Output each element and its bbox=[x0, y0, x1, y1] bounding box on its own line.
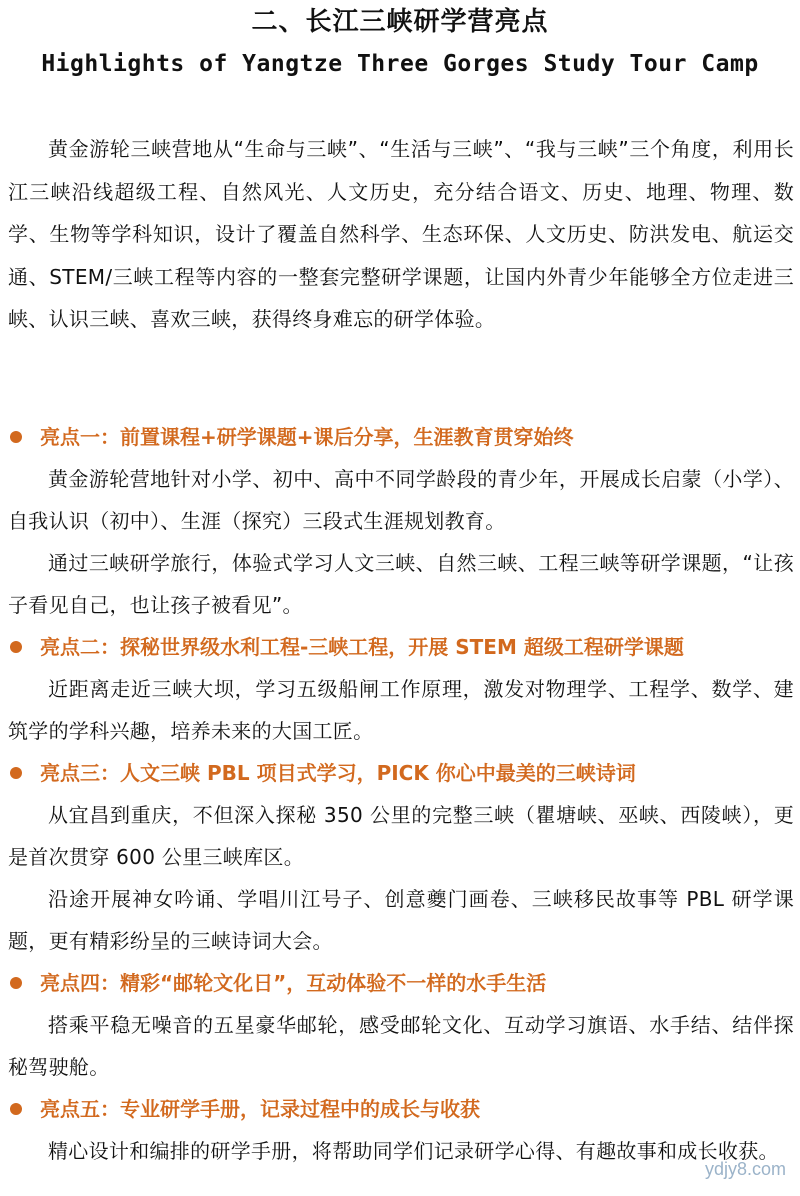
highlight-4-heading: 亮点四：精彩“邮轮文化日”，互动体验不一样的水手生活 bbox=[8, 962, 794, 1004]
highlight-5-heading: 亮点五：专业研学手册，记录过程中的成长与收获 bbox=[8, 1088, 794, 1130]
highlight-4-paragraph-1: 搭乘平稳无噪音的五星豪华邮轮，感受邮轮文化、互动学习旗语、水手结、结伴探秘驾驶舱。 bbox=[8, 1013, 794, 1079]
intro-paragraph: 黄金游轮三峡营地从“生命与三峡”、“生活与三峡”、“我与三峡”三个角度，利用长江三峡沿线超级工程、自然风光、人文历史，充分结合语文、历史、地理、物理、数学、生物等学科知识，设计了覆盖自然科学、生态环保、人文历史、防洪发电、航运交通、STEM/三峡工程等内容的一整套完整研学课题，让国内外青少年能够全方位走进三峡、认识三峡、喜欢三峡，获得终身难忘的研学体验。 bbox=[8, 137, 794, 332]
bullet-dot-icon bbox=[10, 641, 22, 653]
highlight-5-paragraph-1: 精心设计和编排的研学手册，将帮助同学们记录研学心得、有趣故事和成长收获。 bbox=[48, 1139, 779, 1163]
watermark: ydjy8.com bbox=[704, 1159, 786, 1179]
bullet-dot-icon bbox=[10, 767, 22, 779]
page-subtitle: Highlights of Yangtze Three Gorges Study Tour Camp bbox=[41, 51, 759, 77]
highlight-1-heading: 亮点一：前置课程+研学课题+课后分享，生涯教育贯穿始终 bbox=[8, 416, 794, 458]
highlight-3-paragraph-2: 沿途开展神女吟诵、学唱川江号子、创意夔门画卷、三峡移民故事等 PBL 研学课题，更有精彩纷呈的三峡诗词大会。 bbox=[8, 887, 794, 953]
highlight-1-paragraph-2: 通过三峡研学旅行，体验式学习人文三峡、自然三峡、工程三峡等研学课题，“让孩子看见自己，也让孩子被看见”。 bbox=[8, 551, 794, 617]
highlight-3-paragraph-1: 从宜昌到重庆，不但深入探秘 350 公里的完整三峡（瞿塘峡、巫峡、西陵峡），更是首次贯穿 600 公里三峡库区。 bbox=[8, 803, 794, 869]
highlight-3-heading: 亮点三：人文三峡 PBL 项目式学习，PICK 你心中最美的三峡诗词 bbox=[8, 752, 794, 794]
bullet-dot-icon bbox=[10, 431, 22, 443]
highlight-2-heading: 亮点二：探秘世界级水利工程-三峡工程，开展 STEM 超级工程研学课题 bbox=[8, 626, 794, 668]
page-title: 二、长江三峡研学营亮点 bbox=[251, 7, 549, 37]
highlights-list bbox=[8, 416, 794, 1172]
bullet-dot-icon bbox=[10, 1103, 22, 1115]
bullet-dot-icon bbox=[10, 977, 22, 989]
highlight-1-paragraph-1: 黄金游轮营地针对小学、初中、高中不同学龄段的青少年，开展成长启蒙（小学）、自我认识（初中）、生涯（探究）三段式生涯规划教育。 bbox=[8, 467, 794, 533]
highlight-2-paragraph-1: 近距离走近三峡大坝，学习五级船闸工作原理，激发对物理学、工程学、数学、建筑学的学科兴趣，培养未来的大国工匠。 bbox=[8, 677, 794, 743]
